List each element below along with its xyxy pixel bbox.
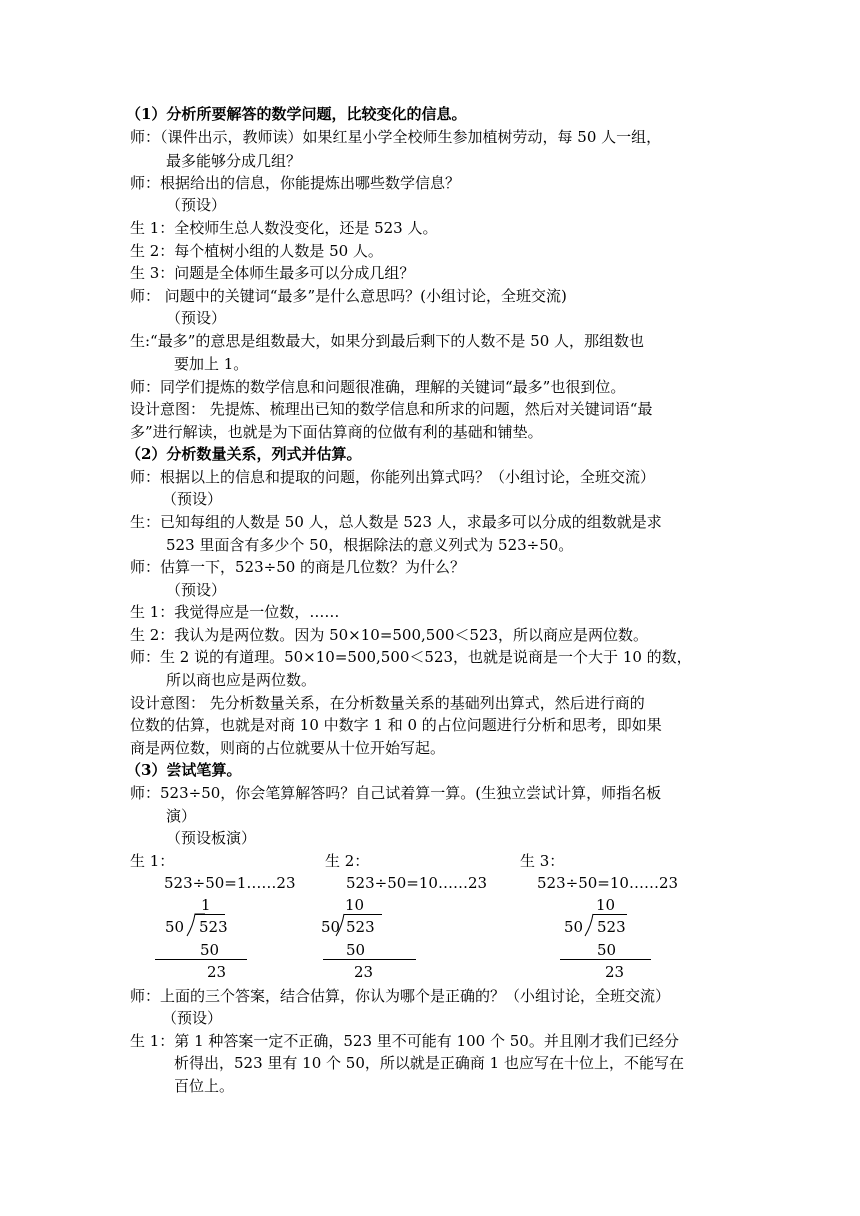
teacher-line-cont: 演） <box>166 807 197 825</box>
student-2-dividend: 523 <box>346 918 375 936</box>
design-intent-cont: 多”进行解读，也就是为下面估算商的位做有利的基础和铺垫。 <box>130 423 543 441</box>
teacher-line: 师： 问题中的关键词“最多”是什么意思吗？(小组讨论，全班交流) <box>130 287 567 305</box>
design-intent: 设计意图： 先提炼、梳理出已知的数学信息和所求的问题，然后对关键词语“最 <box>130 400 653 418</box>
preset-note: （预设） <box>166 581 227 599</box>
student-2-equation: 523÷50=10……23 <box>346 874 488 892</box>
student-3-equation: 523÷50=10……23 <box>537 874 679 892</box>
student-line-cont: 523 里面含有多少个 50，根据除法的意义列式为 523÷50。 <box>166 536 574 554</box>
section-heading-3: （3）尝试笔算。 <box>126 761 242 779</box>
student-1-remainder: 23 <box>207 963 227 981</box>
student-2-divisor: 50 <box>321 918 341 936</box>
student-1-divisor: 50 <box>165 918 185 936</box>
student-3-remainder: 23 <box>605 963 625 981</box>
teacher-line: 师：估算一下，523÷50 的商是几位数？为什么？ <box>130 558 466 576</box>
teacher-line: 师：根据以上的信息和提取的问题，你能列出算式吗？（小组讨论，全班交流） <box>130 468 656 486</box>
teacher-line-cont: 所以商也应是两位数。 <box>166 671 317 689</box>
student-3-product: 50 <box>597 941 617 959</box>
student-line: 生:“最多”的意思是组数最大，如果分到最后剩下的人数不是 50 人，那组数也 <box>130 332 645 350</box>
student-line-cont: 要加上 1。 <box>174 355 249 373</box>
student-line: 生 3：问题是全体师生最多可以分成几组？ <box>130 264 415 282</box>
student-3-dividend: 523 <box>597 918 626 936</box>
student-3-divisor: 50 <box>564 918 584 936</box>
student-2-label: 生 2： <box>325 852 370 870</box>
student-line: 生 1：我觉得应是一位数，…… <box>130 603 340 621</box>
section-heading-1: （1）分析所要解答的数学问题，比较变化的信息。 <box>126 105 467 123</box>
preset-note: （预设板演） <box>166 829 257 847</box>
preset-note: （预设） <box>162 490 223 508</box>
teacher-line: 师：生 2 说的有道理。50×10=500,500＜523，也就是说商是一个大于 10 的数， <box>130 648 692 666</box>
design-intent: 设计意图： 先分析数量关系，在分析数量关系的基础列出算式，然后进行商的 <box>130 694 645 712</box>
teacher-line-cont: 最多能够分成几组？ <box>166 152 302 170</box>
teacher-line: 师：上面的三个答案，结合估算，你认为哪个是正确的？（小组讨论，全班交流） <box>130 987 671 1005</box>
student-line-cont: 百位上。 <box>174 1077 235 1095</box>
teacher-line: 师：根据给出的信息，你能提炼出哪些数学信息？ <box>130 174 461 192</box>
student-1-product: 50 <box>200 941 220 959</box>
student-2-remainder: 23 <box>354 963 374 981</box>
student-1-dividend: 523 <box>199 918 228 936</box>
student-2-quotient: 10 <box>345 896 365 914</box>
student-1-bracket-bar <box>195 914 225 915</box>
student-line: 生 2：我认为是两位数。因为 50×10=500,500＜523，所以商应是两位数。 <box>130 626 649 644</box>
student-2-subtraction-line <box>323 959 416 960</box>
student-1-label: 生 1： <box>130 852 175 870</box>
student-3-bracket-bar <box>593 914 627 915</box>
teacher-line: 师：523÷50，你会笔算解答吗？自己试着算一算。(生独立尝试计算，师指名板 <box>130 784 662 802</box>
student-line: 生 1：全校师生总人数没变化，还是 523 人。 <box>130 219 438 237</box>
student-3-subtraction-line <box>560 959 651 960</box>
student-1-quotient: 1 <box>201 896 211 914</box>
teacher-line: 师：同学们提炼的数学信息和问题很准确，理解的关键词“最多”也很到位。 <box>130 378 626 396</box>
student-2-bracket-bar <box>344 914 382 915</box>
student-line-cont: 析得出，523 里有 10 个 50，所以就是正确商 1 也应写在十位上，不能写在 <box>174 1054 684 1072</box>
student-3-label: 生 3： <box>520 852 565 870</box>
student-line: 生 2：每个植树小组的人数是 50 人。 <box>130 242 383 260</box>
design-intent-cont: 商是两位数，则商的占位就要从十位开始写起。 <box>130 739 446 757</box>
student-3-quotient: 10 <box>596 896 616 914</box>
preset-note: （预设） <box>166 196 227 214</box>
preset-note: （预设） <box>162 1009 223 1027</box>
design-intent-cont: 位数的估算，也就是对商 10 中数字 1 和 0 的占位问题进行分析和思考，即如果 <box>130 716 662 734</box>
preset-note: （预设） <box>166 309 227 327</box>
student-2-product: 50 <box>346 941 366 959</box>
teacher-line: 师：（课件出示，教师读）如果红星小学全校师生参加植树劳动，每 50 人一组， <box>130 128 662 146</box>
section-heading-2: （2）分析数量关系，列式并估算。 <box>126 445 362 463</box>
student-line: 生：已知每组的人数是 50 人，总人数是 523 人，求最多可以分成的组数就是求 <box>130 513 662 531</box>
student-1-subtraction-line <box>155 959 247 960</box>
student-1-equation: 523÷50=1……23 <box>164 874 296 892</box>
student-line: 生 1：第 1 种答案一定不正确，523 里不可能有 100 个 50。并且刚才我们已经分 <box>130 1032 679 1050</box>
